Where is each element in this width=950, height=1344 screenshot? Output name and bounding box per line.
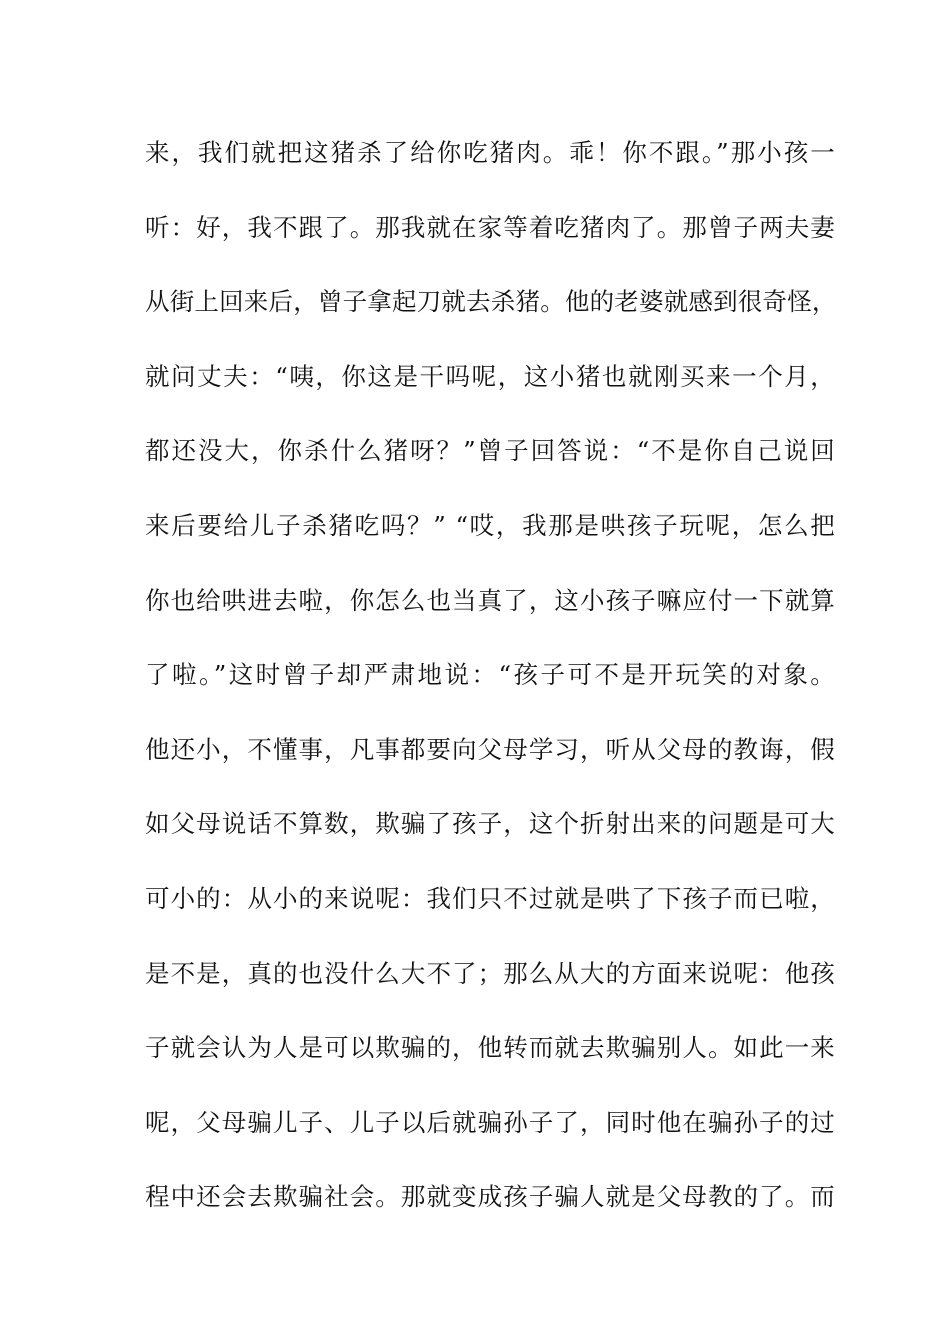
text-line: 可小的：从小的来说呢：我们只不过就是哄了下孩子而已啦， [145,883,835,913]
text-line: 他还小，不懂事，凡事都要向父母学习，听从父母的教诲，假 [145,734,835,764]
text-line: 听：好，我不跟了。那我就在家等着吃猪肉了。那曾子两夫妻 [145,212,835,242]
text-line: 就问丈夫：“咦，你这是干吗呢，这小猪也就刚买来一个月， [145,361,835,391]
text-line: 程中还会去欺骗社会。那就变成孩子骗人就是父母教的了。而 [145,1182,835,1212]
text-line: 呢，父母骗儿子、儿子以后就骗孙子了，同时他在骗孙子的过 [145,1107,835,1137]
text-line: 如父母说话不算数，欺骗了孩子，这个折射出来的问题是可大 [145,809,835,839]
text-line: 来，我们就把这猪杀了给你吃猪肉。乖！你不跟。”那小孩一 [145,138,835,167]
text-line: 你也给哄进去啦，你怎么也当真了，这小孩子嘛应付一下就算 [145,585,835,615]
body-text [145,128,835,1247]
text-line: 了啦。”这时曾子却严肃地说：“孩子可不是开玩笑的对象。 [145,660,835,690]
text-line: 子就会认为人是可以欺骗的，他转而就去欺骗别人。如此一来 [145,1033,835,1063]
text-line: 是不是，真的也没什么大不了；那么从大的方面来说呢：他孩 [145,958,835,988]
text-line: 来后要给儿子杀猪吃吗？” “哎，我那是哄孩子玩呢，怎么把 [145,510,835,540]
text-line: 都还没大，你杀什么猪呀？”曾子回答说：“不是你自己说回 [145,436,835,466]
text-line: 从街上回来后，曾子拿起刀就去杀猪。他的老婆就感到很奇怪， [145,287,837,317]
